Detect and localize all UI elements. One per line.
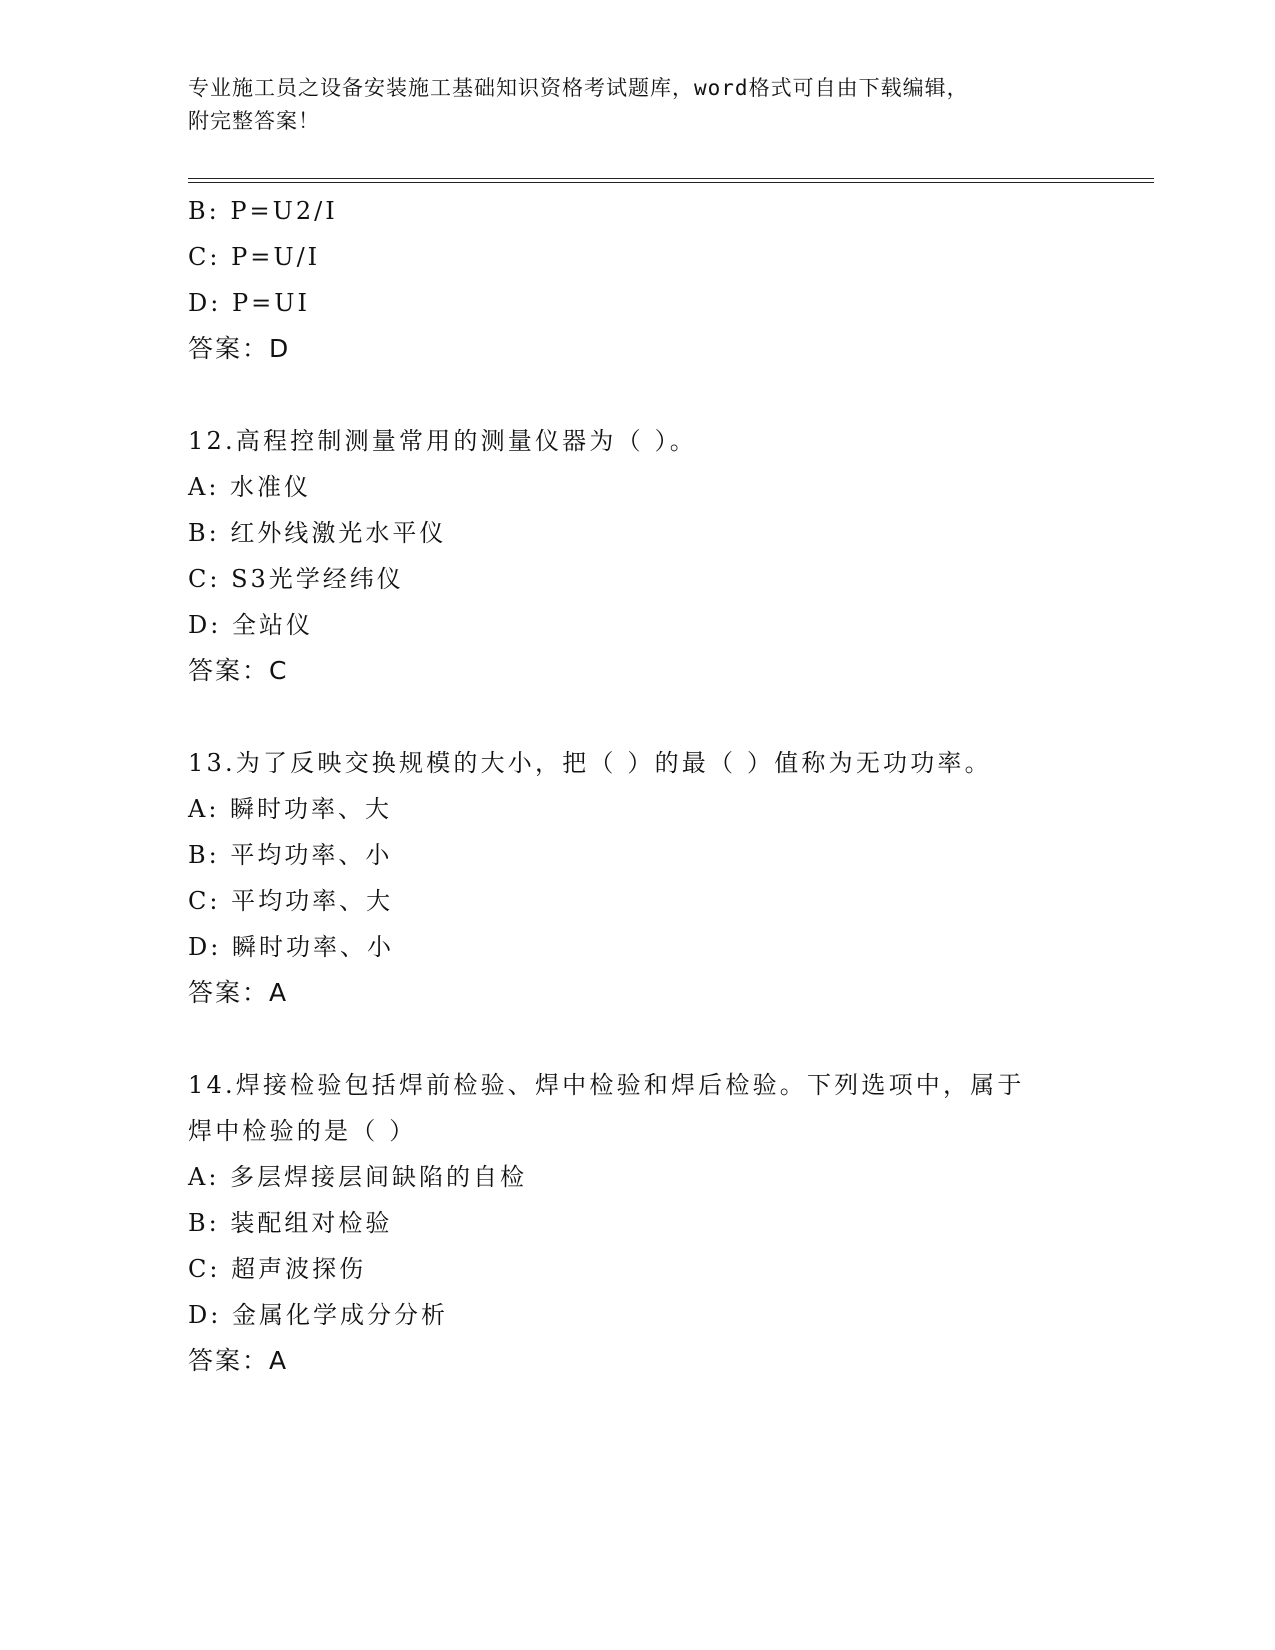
option-a: A: 水准仪 [188, 473, 312, 501]
option-a: A: 多层焊接层间缺陷的自检 [188, 1163, 528, 1191]
question-text-line-2: 焊中检验的是（ ） [188, 1117, 417, 1145]
option-d: D: 全站仪 [188, 611, 313, 639]
question-11 [188, 188, 1118, 372]
question-text-line-1: 14.焊接检验包括焊前检验、焊中检验和焊后检验。下列选项中，属于 [188, 1071, 1025, 1099]
option-c: C: 超声波探伤 [188, 1255, 367, 1283]
option-b: B: P=U2/I [188, 197, 338, 225]
option-d: D: 金属化学成分分析 [188, 1301, 448, 1329]
option-d: D: 瞬时功率、小 [188, 933, 394, 961]
question-text: 12.高程控制测量常用的测量仪器为（ ）。 [188, 427, 697, 455]
question-list [188, 188, 1118, 1384]
question-12 [188, 418, 1118, 694]
answer: 答案：A [188, 1346, 289, 1375]
option-b: B: 红外线激光水平仪 [188, 519, 447, 547]
header-divider-top [188, 178, 1154, 179]
answer: 答案：C [188, 656, 289, 685]
header-divider-bottom [188, 182, 1154, 183]
option-b: B: 装配组对检验 [188, 1209, 393, 1237]
page-header [188, 72, 1068, 138]
question-14 [188, 1062, 1118, 1384]
option-c: C: P=U/I [188, 243, 321, 271]
option-a: A: 瞬时功率、大 [188, 795, 393, 823]
question-text: 13.为了反映交换规模的大小，把（ ）的最（ ）值称为无功功率。 [188, 749, 992, 777]
option-c: C: S3光学经纬仪 [188, 565, 404, 593]
answer: 答案：D [188, 334, 291, 363]
header-line-2: 附完整答案！ [188, 109, 320, 133]
header-line-1: 专业施工员之设备安装施工基础知识资格考试题库，word格式可自由下载编辑， [188, 76, 969, 100]
option-c: C: 平均功率、大 [188, 887, 394, 915]
answer: 答案：A [188, 978, 289, 1007]
option-b: B: 平均功率、小 [188, 841, 393, 869]
option-d: D: P=UI [188, 289, 310, 317]
question-13 [188, 740, 1118, 1016]
